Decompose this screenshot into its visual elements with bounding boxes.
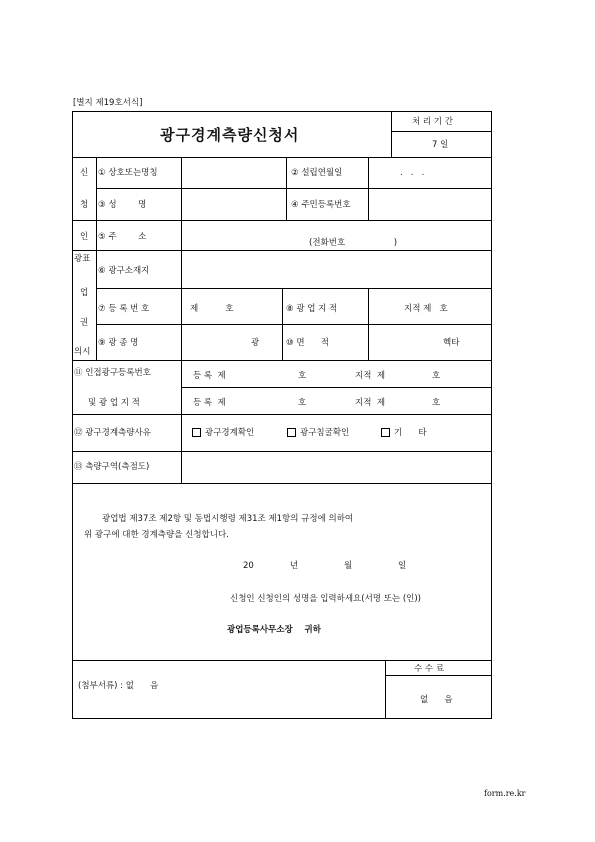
addressee: 광업등록사무소장 귀하 bbox=[227, 625, 321, 635]
adjacent-cadastre-prefix: 지적 제 bbox=[355, 398, 386, 408]
reason-checkbox-boundary[interactable] bbox=[192, 428, 201, 437]
trade-name-label: ① 상호또는명칭 bbox=[98, 168, 158, 178]
address-label: ⑤ 주 소 bbox=[98, 232, 147, 242]
area-field[interactable]: 헥타 bbox=[443, 338, 460, 348]
survey-area-field[interactable] bbox=[183, 453, 489, 482]
adjacent-reg-suffix: 호 bbox=[298, 398, 307, 408]
reason-option-intrusion: 광구침굴확인 bbox=[300, 428, 350, 438]
date-month-label: 월 bbox=[344, 561, 353, 571]
name-field[interactable] bbox=[183, 190, 284, 219]
date-year-label: 년 bbox=[290, 561, 299, 571]
survey-area-label: ⑬ 측량구역(측점도) bbox=[74, 462, 150, 472]
date-year-prefix: 20 bbox=[243, 561, 254, 571]
adjacent-reg-prefix: 등 록 제 bbox=[193, 398, 226, 408]
adjacent-cadastre-suffix: 호 bbox=[432, 371, 441, 381]
area-label: ⑩ 면 적 bbox=[286, 338, 329, 348]
applicant-group-label: 청 bbox=[80, 200, 89, 210]
trade-name-field[interactable] bbox=[183, 159, 284, 187]
fee-label: 수 수 료 bbox=[414, 664, 445, 674]
mining-right-group-label: 권 bbox=[80, 318, 89, 328]
established-field[interactable]: . . . bbox=[400, 168, 425, 178]
adjacent-reg-prefix: 등 록 제 bbox=[193, 371, 226, 381]
adjacent-cadastre-prefix: 지적 제 bbox=[355, 371, 386, 381]
adjacent-label-2: 및 광 업 지 적 bbox=[88, 398, 140, 408]
phone-field[interactable]: (전화번호 ) bbox=[309, 238, 398, 248]
reason-label: ⑫ 광구경계측량사유 bbox=[74, 428, 151, 438]
mining-cadastre-field[interactable]: 지적 제 호 bbox=[404, 304, 448, 314]
attachments-label: (첨부서류) : 없 음 bbox=[78, 681, 159, 691]
name-label: ③ 성 명 bbox=[98, 200, 147, 210]
rrn-label: ④ 주민등록번호 bbox=[291, 200, 351, 210]
footer-source: form.re.kr bbox=[484, 789, 526, 798]
reason-option-other: 기 타 bbox=[394, 428, 427, 438]
statement-line-1: 광업법 제37조 제2항 및 동법시행령 제31조 제1항의 규정에 의하여 bbox=[102, 514, 354, 524]
adjacent-cadastre-suffix: 호 bbox=[432, 398, 441, 408]
form-number: [별지 제19호서식] bbox=[73, 98, 143, 108]
registration-number-label: ⑦ 등 록 번 호 bbox=[98, 304, 150, 314]
mining-right-group-label: 광표 bbox=[74, 254, 91, 264]
reason-option-boundary: 광구경계확인 bbox=[205, 428, 255, 438]
adjacent-label: ⑪ 인접광구등록번호 bbox=[74, 368, 151, 378]
reason-checkbox-intrusion[interactable] bbox=[287, 428, 296, 437]
reason-checkbox-other[interactable] bbox=[381, 428, 390, 437]
applicant-group-label: 신 bbox=[80, 168, 89, 178]
statement-line-2: 위 광구에 대한 경계측량을 신청합니다. bbox=[84, 530, 229, 540]
registration-number-field[interactable]: 제 호 bbox=[190, 304, 234, 314]
processing-period-value: 7 일 bbox=[432, 140, 449, 150]
location-field[interactable] bbox=[183, 252, 489, 287]
established-label: ② 설립연월일 bbox=[291, 168, 343, 178]
mining-right-group-label: 업 bbox=[80, 288, 89, 298]
processing-period-label: 처 리 기 간 bbox=[412, 117, 453, 127]
mineral-label: ⑨ 광 종 명 bbox=[98, 338, 139, 348]
mineral-field[interactable]: 광 bbox=[251, 338, 260, 348]
location-label: ⑥ 광구소재지 bbox=[98, 266, 150, 276]
signature-line[interactable]: 신청인 신청인의 성명을 입력하세요(서명 또는 (인)) bbox=[230, 594, 421, 604]
mining-cadastre-label: ⑧ 광 업 지 적 bbox=[286, 304, 338, 314]
adjacent-reg-suffix: 호 bbox=[298, 371, 307, 381]
applicant-group-label: 인 bbox=[80, 232, 89, 242]
form-title: 광구경계측량신청서 bbox=[160, 126, 300, 144]
rrn-field[interactable] bbox=[370, 190, 489, 219]
fee-value: 없 음 bbox=[420, 695, 453, 705]
mining-right-group-label: 의시 bbox=[74, 347, 91, 357]
date-day-label: 일 bbox=[398, 561, 407, 571]
